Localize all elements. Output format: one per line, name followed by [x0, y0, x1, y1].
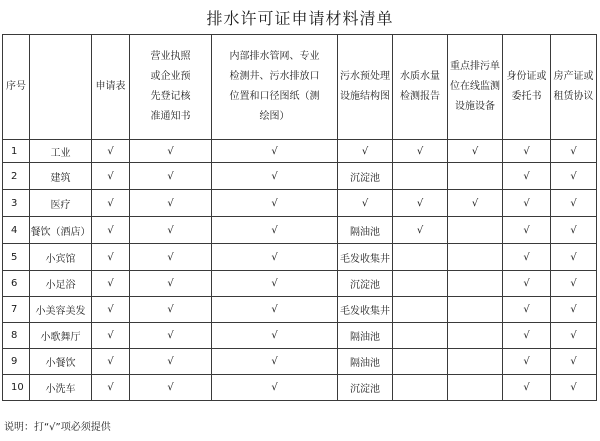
header-line: 租赁协议 [553, 91, 594, 102]
header-drainage-drawing [212, 35, 338, 140]
cell-business-license: √ [130, 349, 212, 375]
header-line: 水质水量 [400, 71, 440, 82]
row-number: 9 [3, 349, 30, 375]
cell-pretreatment: 沉淀池 [338, 271, 393, 297]
header-line: 委托书 [511, 91, 542, 102]
cell-online-monitoring [448, 349, 503, 375]
row-number: 2 [3, 163, 30, 190]
table-row [3, 297, 597, 323]
header-line: 内部排水管网、专业 [229, 51, 320, 62]
row-industry: 小足浴 [30, 271, 92, 297]
cell-application-form: √ [92, 297, 130, 323]
table-row [3, 349, 597, 375]
materials-table [2, 34, 597, 401]
row-number: 4 [3, 217, 30, 244]
cell-business-license: √ [130, 271, 212, 297]
cell-online-monitoring [448, 323, 503, 349]
cell-pretreatment: 毛发收集井 [338, 297, 393, 323]
header-line: 重点排污单 [450, 61, 500, 72]
cell-business-license: √ [130, 190, 212, 217]
cell-application-form: √ [92, 244, 130, 271]
cell-water-quality-report: √ [393, 217, 448, 244]
cell-pretreatment: 沉淀池 [338, 163, 393, 190]
row-industry: 小餐饮 [30, 349, 92, 375]
row-number: 5 [3, 244, 30, 271]
cell-application-form: √ [92, 217, 130, 244]
header-line: 先登记核 [150, 91, 191, 102]
row-number: 7 [3, 297, 30, 323]
table-row [3, 163, 597, 190]
cell-drainage-drawing: √ [212, 349, 338, 375]
row-industry: 医疗 [30, 190, 92, 217]
cell-id-or-authorization: √ [503, 271, 551, 297]
cell-online-monitoring: √ [448, 190, 503, 217]
cell-pretreatment: 隔油池 [338, 323, 393, 349]
header-line: 营业执照 [150, 51, 191, 62]
header-line: 检测报告 [400, 91, 440, 102]
cell-id-or-authorization: √ [503, 323, 551, 349]
cell-drainage-drawing: √ [212, 217, 338, 244]
cell-property-or-lease: √ [551, 190, 597, 217]
cell-drainage-drawing: √ [212, 140, 338, 163]
cell-online-monitoring [448, 375, 503, 401]
header-water-quality-report [393, 35, 448, 140]
cell-online-monitoring [448, 297, 503, 323]
row-industry: 小美容美发 [30, 297, 92, 323]
cell-online-monitoring [448, 244, 503, 271]
header-line: 位置和口径图纸（测 [229, 91, 320, 102]
row-industry: 小洗车 [30, 375, 92, 401]
cell-business-license: √ [130, 140, 212, 163]
cell-id-or-authorization: √ [503, 349, 551, 375]
cell-water-quality-report [393, 244, 448, 271]
cell-business-license: √ [130, 323, 212, 349]
cell-application-form: √ [92, 140, 130, 163]
header-seq: 序号 [3, 35, 30, 140]
cell-drainage-drawing: √ [212, 297, 338, 323]
cell-business-license: √ [130, 297, 212, 323]
cell-property-or-lease: √ [551, 375, 597, 401]
row-number: 6 [3, 271, 30, 297]
cell-id-or-authorization: √ [503, 190, 551, 217]
row-number: 1 [3, 140, 30, 163]
cell-business-license: √ [130, 163, 212, 190]
cell-application-form: √ [92, 271, 130, 297]
header-line: 或企业预 [150, 71, 191, 82]
cell-id-or-authorization: √ [503, 163, 551, 190]
cell-property-or-lease: √ [551, 297, 597, 323]
table-row [3, 244, 597, 271]
cell-property-or-lease: √ [551, 217, 597, 244]
cell-online-monitoring [448, 163, 503, 190]
cell-id-or-authorization: √ [503, 217, 551, 244]
cell-water-quality-report: √ [393, 140, 448, 163]
cell-drainage-drawing: √ [212, 375, 338, 401]
cell-pretreatment: 隔油池 [338, 217, 393, 244]
cell-business-license: √ [130, 217, 212, 244]
table-row [3, 323, 597, 349]
table-row [3, 190, 597, 217]
cell-property-or-lease: √ [551, 244, 597, 271]
cell-drainage-drawing: √ [212, 163, 338, 190]
cell-drainage-drawing: √ [212, 323, 338, 349]
row-number: 3 [3, 190, 30, 217]
header-line: 准通知书 [150, 111, 191, 122]
header-line: 检测井、污水排放口 [229, 71, 320, 82]
cell-application-form: √ [92, 375, 130, 401]
cell-pretreatment: 沉淀池 [338, 375, 393, 401]
cell-online-monitoring [448, 217, 503, 244]
cell-online-monitoring: √ [448, 140, 503, 163]
cell-property-or-lease: √ [551, 271, 597, 297]
row-industry: 小歌舞厅 [30, 323, 92, 349]
row-industry: 餐饮（酒店） [30, 217, 92, 244]
header-pretreatment-diagram: 污水预处理设施结构图 [338, 35, 393, 140]
table-row [3, 217, 597, 244]
header-line: 身份证或 [506, 71, 547, 82]
cell-drainage-drawing: √ [212, 190, 338, 217]
header-property-or-lease [551, 35, 597, 140]
cell-online-monitoring [448, 271, 503, 297]
row-number: 10 [3, 375, 30, 401]
cell-property-or-lease: √ [551, 323, 597, 349]
cell-water-quality-report [393, 375, 448, 401]
cell-pretreatment: 隔油池 [338, 349, 393, 375]
header-row [3, 35, 597, 140]
header-line: 绘图） [259, 111, 290, 122]
header-id-or-authorization [503, 35, 551, 140]
cell-business-license: √ [130, 375, 212, 401]
cell-id-or-authorization: √ [503, 140, 551, 163]
cell-property-or-lease: √ [551, 349, 597, 375]
row-industry: 小宾馆 [30, 244, 92, 271]
cell-water-quality-report: √ [393, 190, 448, 217]
cell-water-quality-report [393, 323, 448, 349]
header-line: 位在线监测 [450, 81, 500, 92]
header-business-license [130, 35, 212, 140]
cell-water-quality-report [393, 271, 448, 297]
table-row [3, 271, 597, 297]
header-application-form: 申请表 [92, 35, 130, 140]
header-online-monitoring [448, 35, 503, 140]
cell-business-license: √ [130, 244, 212, 271]
row-industry: 工业 [30, 140, 92, 163]
cell-property-or-lease: √ [551, 140, 597, 163]
cell-water-quality-report [393, 297, 448, 323]
cell-application-form: √ [92, 349, 130, 375]
row-number: 8 [3, 323, 30, 349]
cell-water-quality-report [393, 163, 448, 190]
footnote: 说明：打“√”项必须提供 [4, 422, 111, 433]
cell-application-form: √ [92, 163, 130, 190]
page-title: 排水许可证申请材料清单 [206, 9, 394, 28]
cell-id-or-authorization: √ [503, 244, 551, 271]
cell-drainage-drawing: √ [212, 271, 338, 297]
cell-drainage-drawing: √ [212, 244, 338, 271]
cell-pretreatment: √ [338, 140, 393, 163]
cell-pretreatment: √ [338, 190, 393, 217]
cell-property-or-lease: √ [551, 163, 597, 190]
cell-water-quality-report [393, 349, 448, 375]
table-row [3, 375, 597, 401]
table-row [3, 140, 597, 163]
cell-pretreatment: 毛发收集井 [338, 244, 393, 271]
cell-id-or-authorization: √ [503, 375, 551, 401]
cell-application-form: √ [92, 190, 130, 217]
cell-application-form: √ [92, 323, 130, 349]
header-line: 设施设备 [455, 101, 495, 112]
cell-id-or-authorization: √ [503, 297, 551, 323]
row-industry: 建筑 [30, 163, 92, 190]
header-line: 房产证或 [553, 71, 594, 82]
header-blank [30, 35, 92, 140]
